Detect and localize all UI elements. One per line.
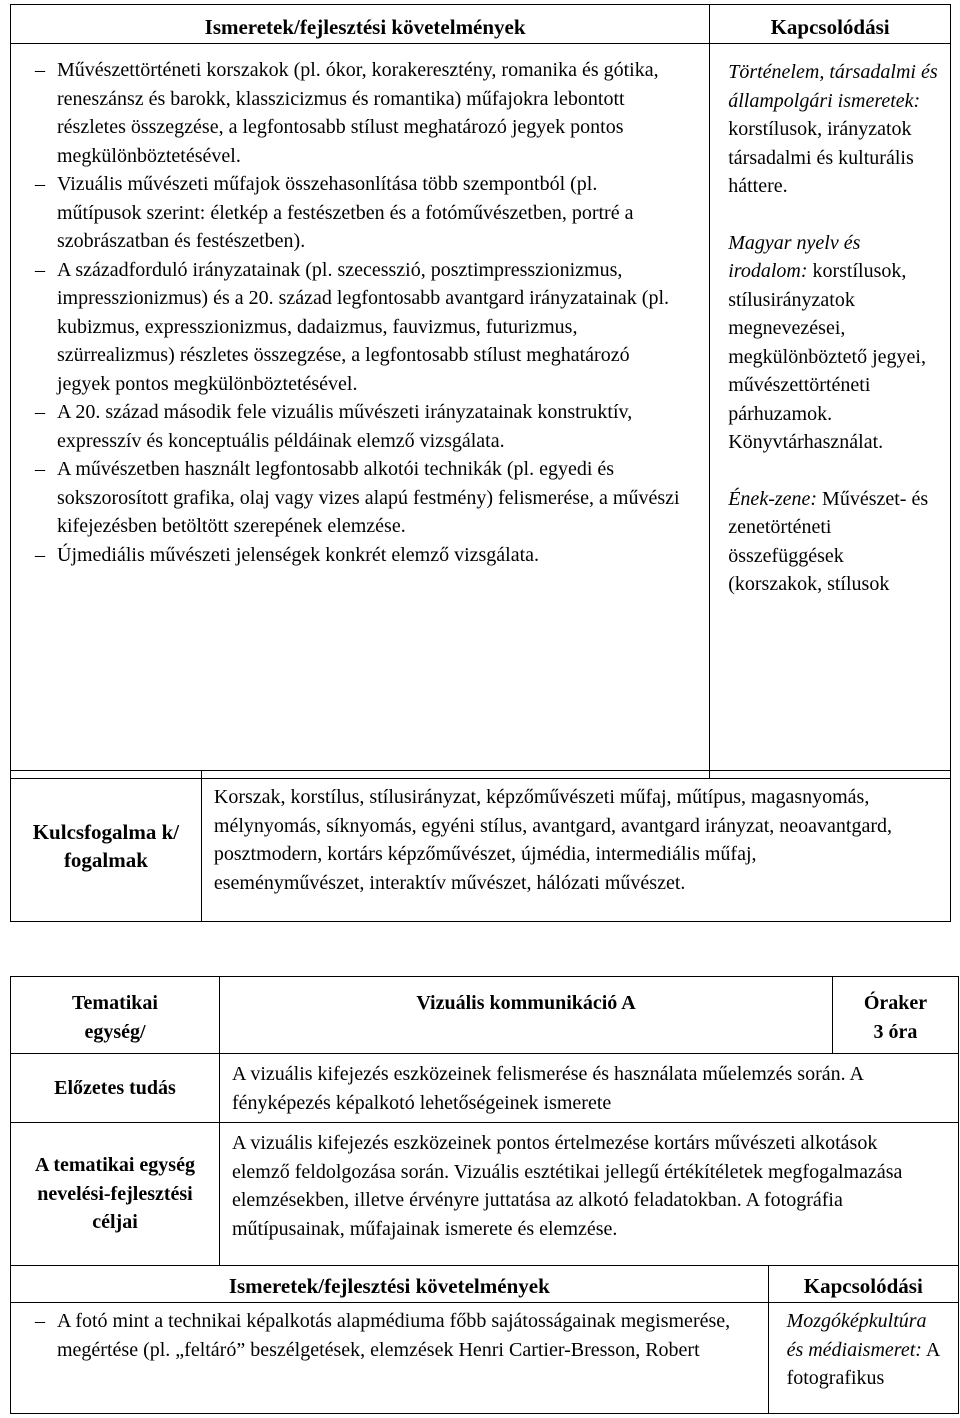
goals-text-cell: A vizuális kifejezés eszközeinek pontos értelmezése kortárs művészeti alkotások elemző feldolgozása során. Vizuális esztétikai jellegű értékítéletek megfogalmazása elemzésekben, illetve érvényre juttatása az alkotó feladatokban. A fotográfia műtípusainak, műfajainak ismerete és elemzése. bbox=[220, 1123, 959, 1266]
hours-cell: Óraker 3 óra bbox=[833, 977, 959, 1054]
connection-history: Történelem, társadalmi és állampolgári ismeretek: korstílusok, irányzatok társadalmi és kulturális háttere. bbox=[728, 61, 938, 197]
key-concepts-table bbox=[10, 770, 951, 922]
curriculum-table-1 bbox=[10, 4, 951, 779]
requirements-header: Ismeretek/fejlesztési követelmények bbox=[11, 5, 710, 44]
key-concepts-label-cell bbox=[11, 771, 202, 922]
list-item: – Vizuális művészeti műfajok összehasonlítása több szempontból (pl. műtípusok szerint: életkép a festészetben és a fotóművészetben, portré a szobrászatban és festészetben). bbox=[11, 170, 685, 256]
curriculum-table-2 bbox=[10, 976, 959, 1414]
connection-music: Ének-zene: Művészet- és zenetörténeti összefüggések (korszakok, stílusok bbox=[728, 487, 929, 595]
list-item: – A fotó mint a technikai képalkotás alapmédiuma főbb sajátosságainak megismerése, megértése (pl. „feltáró” beszélgetések, elemzések Henri Cartier-Bresson, Robert bbox=[11, 1307, 756, 1364]
connection-literature: Magyar nyelv és irodalom: korstílusok, stílusirányzatok megnevezései, megkülönböztető jegyei, művészettörténeti párhuzamok. Könyvtárhasználat. bbox=[728, 231, 926, 453]
hours-value: 3 óra bbox=[873, 1020, 918, 1043]
requirements-header-2: Ismeretek/fejlesztési követelmények bbox=[11, 1266, 769, 1303]
connections-cell bbox=[710, 44, 951, 779]
connections-cell-2: Mozgóképkultúra és médiaismeret: A fotografikus bbox=[768, 1303, 958, 1414]
connections-header-2: Kapcsolódási bbox=[768, 1266, 958, 1303]
list-item: – Művészettörténeti korszakok (pl. ókor, korakeresztény, romanika és gótika, reneszánsz és barokk, klasszicizmus és romantika) műfajokra lebontott részletes összegzése, a legfontosabb stílust meghatározó jegyek pontos megkülönböztetésével. bbox=[11, 56, 685, 170]
list-item: – A századforduló irányzatainak (pl. szecesszió, posztimpresszionizmus, impresszionizmus) és a 20. század legfontosabb avantgard irányzatainak (pl. kubizmus, expresszionizmus, dadaizmus, fauvizmus, futurizmus, szürrealizmus) részletes összegzése, a legfontosabb stílust meghatározó jegyek pontos megkülönböztetésével. bbox=[11, 256, 685, 399]
unit-title: Vizuális kommunikáció A bbox=[416, 992, 636, 1014]
key-concepts-text: Korszak, korstílus, stílusirányzat, képzőművészeti műfaj, műtípus, magasnyomás, mélynyomás, síknyomás, egyéni stílus, avantgard, avantgard irányzat, neoavantgard, posztmodern, kortárs képzőművészet, újmédia, intermediális műfaj, eseményművészet, interaktív művészet, hálózati művészet. bbox=[213, 786, 893, 894]
requirements-cell-2 bbox=[11, 1303, 769, 1414]
list-item: – Újmediális művészeti jelenségek konkrét elemző vizsgálata. bbox=[11, 541, 685, 570]
unit-label-cell: Tematikai egység/ bbox=[11, 977, 220, 1054]
requirements-list bbox=[11, 44, 709, 569]
requirements-cell bbox=[11, 44, 710, 779]
prior-text-cell: A vizuális kifejezés eszközeinek felismerése és használata műelemzés során. A fényképezés képalkotó lehetőségeinek ismerete bbox=[220, 1054, 959, 1123]
connections-header: Kapcsolódási bbox=[710, 5, 951, 44]
key-concepts-text-cell bbox=[201, 771, 950, 922]
unit-title-cell bbox=[220, 977, 833, 1054]
key-concepts-label: Kulcsfogalma k/ fogalmak bbox=[32, 819, 180, 872]
list-item: – A művészetben használt legfontosabb alkotói technikák (pl. egyedi és sokszorosított grafika, olaj vagy vizes alapú festmény) felismerése, a művészi kifejezésben betöltött szerepének elemzése. bbox=[11, 455, 685, 541]
goals-label-cell: A tematikai egység nevelési-fejlesztési céljai bbox=[11, 1123, 220, 1266]
prior-label-cell: Előzetes tudás bbox=[11, 1054, 220, 1123]
list-item: – A 20. század második fele vizuális művészeti irányzatainak konstruktív, expresszív és konceptuális példáinak elemző vizsgálata. bbox=[11, 398, 685, 455]
